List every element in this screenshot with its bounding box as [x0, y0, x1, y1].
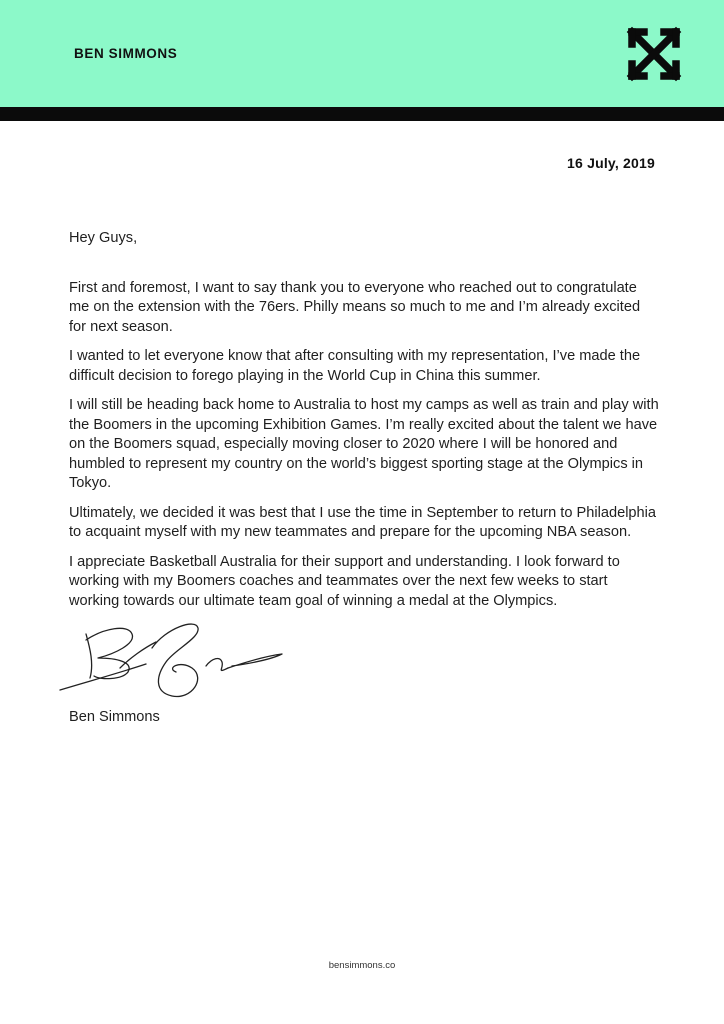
footer-website-url: bensimmons.co: [328, 960, 396, 971]
brand-name: BEN SIMMONS: [74, 46, 178, 61]
letter-body: [69, 229, 661, 621]
letterhead-banner: [0, 0, 724, 107]
signer-name: Ben Simmons: [69, 709, 160, 725]
monogram-logo-icon: [622, 22, 686, 86]
letter-paragraph: First and foremost, I want to say thank you to everyone who reached out to congratulate me on the extension with the 76ers. Philly means so much to me and I’m already excited for next season.: [69, 279, 641, 335]
header-divider-bar: [0, 107, 724, 121]
letter-date: 16 July, 2019: [567, 155, 655, 171]
letter-paragraph: Ultimately, we decided it was best that I use the time in September to return to Philadelphia to acquaint myself with my new teammates and prepare for the upcoming NBA season.: [69, 504, 657, 540]
letter-greeting: Hey Guys,: [69, 230, 138, 246]
signature-graphic: [56, 618, 288, 704]
letter-paragraph: I wanted to let everyone know that after consulting with my representation, I’ve made the difficult decision to forego playing in the World Cup in China this summer.: [69, 348, 641, 384]
letter-paragraph: I appreciate Basketball Australia for their support and understanding. I look forward to working with my Boomers coaches and teammates over the next few weeks to start working towards our ultimate team goal of winning a medal at the Olympics.: [69, 553, 620, 609]
letter-paragraph: I will still be heading back home to Australia to host my camps as well as train and play with the Boomers in the upcoming Exhibition Games. I’m really excited about the talent we have on the Boomers squad, especially moving closer to 2020 where I will be honored and humbled to represent my country on the world’s biggest sporting stage at the Olympics in Tokyo.: [69, 397, 659, 491]
